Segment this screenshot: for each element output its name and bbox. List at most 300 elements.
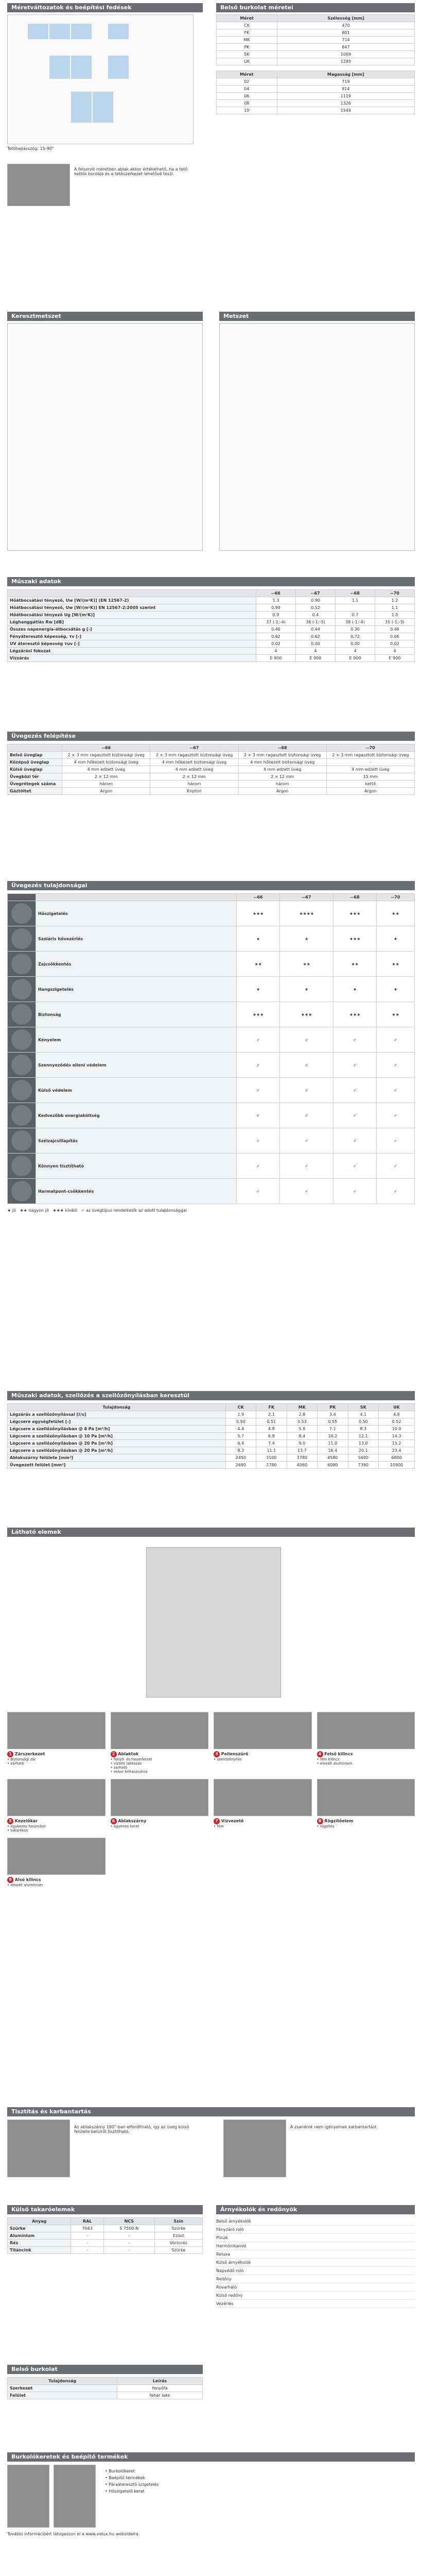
col-head: --66 — [256, 590, 295, 597]
cell: E 900 — [295, 655, 335, 662]
cell: fehér lakk — [117, 2392, 203, 2399]
cell: 1.1 — [375, 604, 414, 612]
cell: ★★★ — [333, 1002, 377, 1027]
cell: 6.4 — [225, 1440, 256, 1447]
cell: 0.02 — [256, 640, 295, 648]
cell: 23.4 — [379, 1447, 415, 1454]
visible-section: Látható elemek 1 Zárszerkezet • Biztonsági zár • zárható 2 Ablaktok • fenyő- és faszerkezet • vízálló lakkozás • zárható • ekkor felhasználva 3 Pollenszűrő • szellőzőnyílás 4 Felső kilincs • fém kilincs • eloxált alumínium 5 Kezelőkar • egykezes használat • takarékos 6 Ablakszárny • egyenes keret 7 Vízvezető • fém 8 Rögzítőelem • rögzítés 9 Alsó kilincs • eloxált alumínium — [7, 1528, 415, 1887]
col-head: --67 — [150, 744, 238, 752]
part-name: Ablakszárny — [116, 1819, 147, 1823]
cell: ✓ — [377, 1154, 415, 1179]
cell: 10900 — [379, 1462, 415, 1469]
cell: ✓ — [237, 1128, 280, 1154]
cell: 0.62 — [256, 633, 295, 640]
col-head: --68 — [335, 590, 375, 597]
row-label: Vízzárás — [8, 655, 256, 662]
cell: 37 (-1;-4) — [256, 619, 295, 626]
table-row — [8, 612, 415, 619]
cell: ★★★ — [333, 901, 377, 926]
cell: 0.55 — [318, 1418, 348, 1426]
cell: fenyőfa — [117, 2385, 203, 2392]
cell: 5.7 — [225, 1433, 256, 1440]
cell: három — [150, 781, 238, 788]
part-feature: • egyenes keret — [110, 1824, 139, 1828]
table-row — [8, 1078, 415, 1103]
row-label: Harmatpont-csökkentés — [36, 1179, 237, 1204]
cell: 7.4 — [256, 1440, 287, 1447]
table-row — [8, 619, 415, 626]
cell: 4 — [256, 648, 295, 655]
flashing-photo-1 — [7, 2465, 49, 2528]
cell: ★★ — [377, 901, 415, 926]
cell: 2 × 3 mm ragasztott biztonsági üveg — [150, 752, 238, 759]
props-table — [7, 893, 415, 1204]
table-row — [8, 2385, 203, 2392]
sizes-legend: Tetőhajlásszög: 15-90° — [7, 146, 54, 151]
props-section: Üvegezés tulajdonságai --66 --67 --68 --70 Hőszigetelés ★★★ ★★★★ ★★★ ★★ Szoláris hővezérlés ★ ★ ★★★ ★ Zajcsökkentés ★★ ★★ ★★ ★★ Hangszigetelés ★ ★ ★ ★ Biztonság ★★★ ★★★ ★★★ ★★ Kényelem ✓ ✓ ✓ ✓ Szennyeződés elleni védelem ✓ ✓ ✓ ✓ Külső védelem ✓ ✓ ✓ ✓ Kedvezőbb energiaköltség ✓ ✓ ✓ ✓ Szélzajcsillapítás ✓ ✓ ✓ ✓ Könnyen tisztítható ✓ ✓ ✓ ✓ Harmatpont-csökkentés ✓ ✓ ✓ ✓ ★ jó ★★ nagyon jó ★★★ kiváló ✓ az üvegtípus rendelkezik az adott tulajdonsággal — [7, 881, 415, 1213]
cell: 4 mm edzett üveg — [238, 766, 326, 773]
col-head: --70 — [326, 744, 414, 752]
cell: Ezüst — [154, 2232, 202, 2240]
col-head — [8, 590, 256, 597]
cell: 0.44 — [295, 626, 335, 633]
cell: 0.99 — [256, 604, 295, 612]
cell: 4.4 — [225, 1426, 256, 1433]
row-label: Légcsere a szellőzőnyílásban @ 20 Pa [m³/h] — [8, 1440, 226, 1447]
row-label: Léghanggátlás Rw [dB] — [8, 619, 256, 626]
cell: 36 (-1;-5) — [295, 619, 335, 626]
cell: három — [238, 781, 326, 788]
table-row — [8, 1179, 415, 1204]
cell: - — [103, 2240, 154, 2247]
window-hero — [7, 1537, 415, 1707]
cell: 0.62 — [295, 633, 335, 640]
table-row — [8, 1440, 415, 1447]
cell: 2.8 — [287, 1411, 318, 1418]
cell: ✓ — [377, 1053, 415, 1078]
sizes-note: A felsorolt méretben ablak akkor értékelhető, ha a tető kettős bordája és a tetőszerkezet lehetővé teszi. — [7, 164, 208, 210]
cell: ★ — [377, 926, 415, 952]
window-illustration — [146, 1547, 281, 1698]
cell: E 900 — [375, 655, 414, 662]
cell: 4 mm edzett üveg — [326, 766, 414, 773]
cell: - — [326, 759, 414, 766]
part-photo — [317, 1712, 415, 1749]
cell: 2780 — [256, 1462, 287, 1469]
row-label: Gáztöltet — [8, 788, 62, 795]
cell: 2 × 3 mm ragasztott biztonsági üveg — [326, 752, 414, 759]
cell: ★★★ — [280, 1002, 333, 1027]
cell: ✓ — [237, 1103, 280, 1128]
property-icon — [11, 1055, 32, 1075]
table-row — [8, 773, 415, 781]
table-row — [8, 1447, 415, 1454]
cell: ★ — [237, 977, 280, 1002]
table-row — [8, 759, 415, 766]
property-icon — [11, 1156, 32, 1176]
cell: 5.8 — [287, 1426, 318, 1433]
part-name: Zárszerkezet — [13, 1752, 45, 1756]
table-row — [8, 1053, 415, 1078]
cell: 8.3 — [225, 1447, 256, 1454]
cell: ✓ — [280, 1179, 333, 1204]
cell: 0.52 — [379, 1418, 415, 1426]
cell: 0.53 — [287, 1418, 318, 1426]
cell: 4060 — [287, 1462, 318, 1469]
part-photo — [7, 1779, 106, 1816]
row-label: Szoláris hővezérlés — [36, 926, 237, 952]
cell: 2 × 12 mm — [238, 773, 326, 781]
cell: 1.9 — [225, 1411, 256, 1418]
cell: ✓ — [280, 1128, 333, 1154]
table-row — [8, 2240, 203, 2247]
part-feature: • rögzítés — [316, 1824, 335, 1828]
row-label: Titáncink — [8, 2247, 71, 2254]
cell: ✓ — [377, 1179, 415, 1204]
cell: 35 (-1;-3) — [375, 619, 414, 626]
part-feature: • takarékos — [7, 1828, 28, 1833]
part-card — [111, 1712, 209, 1774]
cell: 8.3 — [348, 1426, 379, 1433]
sizes-grid — [7, 14, 208, 164]
row-label: Légcsere a szellőzőnyílásban @ 10 Pa [m³/h] — [8, 1433, 226, 1440]
row-label: Légcsere a szellőzőnyílásban @ 8 Pa [m³/h] — [8, 1426, 226, 1433]
cell: ★★★ — [333, 926, 377, 952]
part-card — [7, 1712, 106, 1774]
row-label: Hőszigetelés — [36, 901, 237, 926]
part-photo — [7, 1712, 106, 1749]
col-head — [36, 894, 237, 901]
part-feature: • zárható — [110, 1766, 128, 1770]
part-number: 1 — [7, 1751, 13, 1757]
part-name: Ablaktok — [116, 1752, 139, 1756]
part-card — [214, 1712, 312, 1774]
cell: 1.2 — [375, 597, 414, 604]
cell: ✓ — [333, 1154, 377, 1179]
col-head: Tulajdonság — [8, 1404, 226, 1411]
cell: 0.50 — [348, 1418, 379, 1426]
cell — [335, 604, 375, 612]
part-name: Felső kilincs — [323, 1752, 353, 1756]
tech-section: Műszaki adatok --66 --67 --68 --70 Hőátbocsátási tényező, Uw [W/(m²K)] (EN 12567-2) 1.3 0.90 1.1 1.2 Hőátbocsátási tényező, Uw [W/(m²K)] EN 12567-2:2005 szerint 0.99 0.52 1.1 Hőátbocsátási tényező Ug [W/(m²K)] 0.9 0.4 0.7 1.0 Léghanggátlás Rw [dB] 37 (-1;-4) 36 (-1;-5) 38 (-1;-4) 35 (-1;-3) Összes napenergia-átbocsátás g [-] 0.46 0.44 0.30 0.46 Fényáteresztő képesség, τv [-] 0.62 0.62 0.72 0.66 UV áteresztő képesség τuv [-] 0.02 0.00 0.00 0.02 Légzárási fokozat 4 4 4 4 Vízzárás E 900 E 900 E 900 E 900 — [7, 577, 415, 662]
cell: ✓ — [237, 1179, 280, 1204]
props-legend: ★ jó ★★ nagyon jó ★★★ kiváló ✓ az üvegtípus rendelkezik az adott tulajdonsággal — [7, 1208, 187, 1213]
part-feature: • fém kilincs — [316, 1757, 340, 1761]
property-icon — [11, 1004, 32, 1025]
col-head: --70 — [377, 894, 415, 901]
cell: Kripton — [150, 788, 238, 795]
cell: 6.9 — [256, 1433, 287, 1440]
cell: ✓ — [237, 1027, 280, 1053]
part-feature: • egykezes használat — [7, 1824, 46, 1828]
cell: 20.1 — [348, 1447, 379, 1454]
table-row — [8, 1411, 415, 1418]
cell: 0.00 — [295, 640, 335, 648]
col-head: SK — [348, 1404, 379, 1411]
cell: ★★★ — [237, 1002, 280, 1027]
cell: ✓ — [280, 1103, 333, 1128]
part-feature: • eloxált alumínium — [7, 1883, 43, 1887]
cell: 0.4 — [295, 612, 335, 619]
part-number: 2 — [111, 1751, 117, 1757]
part-card — [111, 1779, 209, 1833]
row-label: Szürke — [8, 2225, 71, 2232]
cell: Szürke — [154, 2225, 202, 2232]
cell: 4 mm hőkezelt biztonsági üveg — [62, 759, 150, 766]
table-row — [8, 1103, 415, 1128]
row-label: Légcsere a szellőzőnyílásban @ 20 Pa [m³/h] — [8, 1447, 226, 1454]
cell: 4 mm hőkezelt biztonsági üveg — [238, 759, 326, 766]
cell: ★★ — [377, 1002, 415, 1027]
cell: ✓ — [237, 1154, 280, 1179]
cell: 4 mm hőkezelt biztonsági üveg — [150, 759, 238, 766]
part-feature: • zárható — [7, 1761, 24, 1766]
cell: ★★★ — [237, 901, 280, 926]
flashing-item: • Páraáteresztő szigetelés — [105, 2482, 159, 2487]
cell: 0.9 — [256, 612, 295, 619]
cell: E 900 — [335, 655, 375, 662]
table-row — [8, 604, 415, 612]
table-row — [8, 1433, 415, 1440]
inside-section: Belső burkolat Tulajdonság Leírás Szerkezet fenyőfa Felület fehér lakk — [7, 2365, 203, 2399]
flashing-footer: További információért látogasson el a www.velux.hu weboldalra. — [7, 2532, 140, 2536]
row-label: Hőátbocsátási tényező, Uw [W/(m²K)] (EN 12567-2) — [8, 597, 256, 604]
accessory-item: Pliszé — [216, 2234, 415, 2242]
table-row — [8, 633, 415, 640]
cell: ✓ — [377, 1078, 415, 1103]
section-view: Metszet — [219, 312, 415, 551]
cell: Argon — [238, 788, 326, 795]
cell: 13.0 — [348, 1440, 379, 1447]
row-label: Könnyen tisztítható — [36, 1154, 237, 1179]
row-label: Középső üveglap — [8, 759, 62, 766]
property-icon — [11, 1181, 32, 1201]
property-icon — [11, 979, 32, 999]
cell: 4 mm edzett üveg — [62, 766, 150, 773]
part-number: 3 — [214, 1751, 220, 1757]
part-feature: • fenyő- és faszerkezet — [110, 1757, 152, 1761]
cell: 38 (-1;-4) — [335, 619, 375, 626]
flashing-photo-2 — [54, 2465, 96, 2528]
cell: 4580 — [318, 1454, 348, 1462]
row-label: Fényáteresztő képesség, τv [-] — [8, 633, 256, 640]
flashing-item: • Burkolókeret — [105, 2469, 135, 2473]
cell: 6800 — [379, 1454, 415, 1462]
col-head: UK — [379, 1404, 415, 1411]
cell: 2 × 3 mm ragasztott biztonsági üveg — [238, 752, 326, 759]
sizes-section — [7, 3, 208, 210]
cell: három — [62, 781, 150, 788]
accessory-item: Külső redőny — [216, 2292, 415, 2300]
cell: 2 × 12 mm — [62, 773, 150, 781]
flashing-item: • Hőszigetelő keret — [105, 2489, 145, 2494]
cell: ★★★★ — [280, 901, 333, 926]
table-row — [8, 1426, 415, 1433]
cell: 3100 — [256, 1454, 287, 1462]
cell: 3.4 — [318, 1411, 348, 1418]
col-head — [8, 744, 62, 752]
cell: - — [71, 2240, 103, 2247]
cell: 2690 — [225, 1462, 256, 1469]
size-dimensions — [216, 3, 415, 114]
row-label: UV áteresztő képesség τuv [-] — [8, 640, 256, 648]
window-tech-table — [7, 1403, 415, 1469]
cell: ✓ — [333, 1053, 377, 1078]
cell: Szürke — [154, 2247, 202, 2254]
col-head: --67 — [295, 590, 335, 597]
inside-table — [7, 2377, 203, 2399]
cell: S 7500-N — [103, 2225, 154, 2232]
cell: 3780 — [287, 1454, 318, 1462]
table-row — [8, 640, 415, 648]
part-card — [7, 1779, 106, 1833]
cell: ✓ — [237, 1078, 280, 1103]
table-row — [8, 788, 415, 795]
col-head: Leírás — [117, 2378, 203, 2385]
part-photo — [214, 1712, 312, 1749]
cell: 0.50 — [225, 1418, 256, 1426]
cell: ★ — [377, 977, 415, 1002]
size-dim-header: Belső burkolat méretei — [216, 3, 415, 12]
part-feature: • szellőzőnyílás — [214, 1757, 242, 1761]
cell: 4.8 — [379, 1411, 415, 1418]
cell: 11.1 — [256, 1447, 287, 1454]
table-row — [8, 1027, 415, 1053]
row-label: Kedvezőbb energiaköltség — [36, 1103, 237, 1128]
cell: 0.72 — [335, 633, 375, 640]
part-card — [317, 1712, 415, 1774]
accessory-item: Rovarháló — [216, 2283, 415, 2292]
cell: ✓ — [237, 1053, 280, 1078]
part-card — [7, 1838, 106, 1887]
table-row — [8, 1128, 415, 1154]
cell: 4 mm edzett üveg — [150, 766, 238, 773]
row-label: Hangszigetelés — [36, 977, 237, 1002]
flashing-item: • Beépítő termékek — [105, 2476, 146, 2480]
cell: ✓ — [280, 1154, 333, 1179]
col-head: Szín — [154, 2218, 202, 2225]
table-row — [8, 2232, 203, 2240]
cleaning-photo-2 — [223, 2120, 286, 2177]
row-label: Légcsere egységfelület [-] — [8, 1418, 226, 1426]
table-row — [8, 781, 415, 788]
width-table: Méret Szélesség [mm] CK 470 FK 601 MK 714 PK 847 SK 1069 UK 1285 — [216, 14, 415, 65]
cell: - — [71, 2247, 103, 2254]
cell: ✓ — [333, 1179, 377, 1204]
cell: ✓ — [333, 1128, 377, 1154]
cell: 7043 — [71, 2225, 103, 2232]
row-label: Szerkezet — [8, 2385, 117, 2392]
row-label: Ablakszárny felülete [mm²] — [8, 1454, 226, 1462]
cell: 13.7 — [287, 1447, 318, 1454]
cross-section: Keresztmetszet — [7, 312, 203, 551]
cleaning-photo-1 — [7, 2120, 70, 2177]
accessory-item: Harmónikaroló — [216, 2242, 415, 2250]
part-number: 9 — [7, 1877, 13, 1883]
part-photo — [214, 1779, 312, 1816]
row-label: Réz — [8, 2240, 71, 2247]
cell: 16.4 — [318, 1447, 348, 1454]
property-icon — [11, 1029, 32, 1050]
cell: - — [103, 2232, 154, 2240]
cell: 6090 — [318, 1462, 348, 1469]
property-icon — [11, 954, 32, 974]
cell: 0.00 — [335, 640, 375, 648]
table-row — [8, 952, 415, 977]
cell: 12.1 — [348, 1433, 379, 1440]
cell: 0.52 — [295, 604, 335, 612]
row-label: Belső üveglap — [8, 752, 62, 759]
cell: ★★ — [280, 952, 333, 977]
part-number: 6 — [111, 1818, 117, 1824]
table-row — [8, 926, 415, 952]
row-label: Alumínium — [8, 2232, 71, 2240]
part-name: Rögzítőelem — [323, 1819, 354, 1823]
col-head: MK — [287, 1404, 318, 1411]
cell: 0.7 — [335, 612, 375, 619]
accessory-item: Redőny — [216, 2275, 415, 2283]
cell: 1.0 — [375, 612, 414, 619]
cell: 2450 — [225, 1454, 256, 1462]
table-row — [8, 2392, 203, 2399]
cell: ★★ — [237, 952, 280, 977]
accessory-item: Vezérlés — [216, 2300, 415, 2308]
property-icon — [11, 1105, 32, 1126]
cell: ✓ — [377, 1103, 415, 1128]
part-number: 7 — [214, 1818, 220, 1824]
cell: 15 mm — [326, 773, 414, 781]
cell: 14.3 — [379, 1433, 415, 1440]
row-label: Szélzajcsillapítás — [36, 1128, 237, 1154]
col-head: PK — [318, 1404, 348, 1411]
cell: 8.4 — [287, 1433, 318, 1440]
col-head: Tulajdonság — [8, 2378, 117, 2385]
cell: 7390 — [348, 1462, 379, 1469]
col-head: CK — [225, 1404, 256, 1411]
row-label: Üvegrétegek száma — [8, 781, 62, 788]
cell: 4 — [335, 648, 375, 655]
cell: 0.51 — [256, 1418, 287, 1426]
row-label: Külső üveglap — [8, 766, 62, 773]
property-icon — [11, 1130, 32, 1151]
part-feature: • ekkor felhasználva — [110, 1770, 148, 1774]
cell: ★ — [280, 977, 333, 1002]
cell: 4.8 — [256, 1426, 287, 1433]
cell: 0.46 — [375, 626, 414, 633]
part-feature: • fém — [214, 1824, 224, 1828]
cell: 0.30 — [335, 626, 375, 633]
cross-section-drawing — [7, 323, 203, 551]
part-photo — [111, 1779, 209, 1816]
property-icon — [11, 903, 32, 924]
cell: 4 — [375, 648, 414, 655]
table-row — [8, 2247, 203, 2254]
row-label: Külső védelem — [36, 1078, 237, 1103]
part-name: Pollenszűrő — [220, 1752, 249, 1756]
row-label: Légzárás a szellőzőnyílással [ℓ/s] — [8, 1411, 226, 1418]
table-row — [8, 1462, 415, 1469]
cell: ✓ — [333, 1027, 377, 1053]
col-head: NCS — [103, 2218, 154, 2225]
cell: Argon — [62, 788, 150, 795]
table-row — [8, 648, 415, 655]
col-head: --68 — [238, 744, 326, 752]
col-head: RAL — [71, 2218, 103, 2225]
cell: ✓ — [377, 1027, 415, 1053]
table-row — [8, 597, 415, 604]
part-card — [317, 1779, 415, 1833]
cell: 0.66 — [375, 633, 414, 640]
